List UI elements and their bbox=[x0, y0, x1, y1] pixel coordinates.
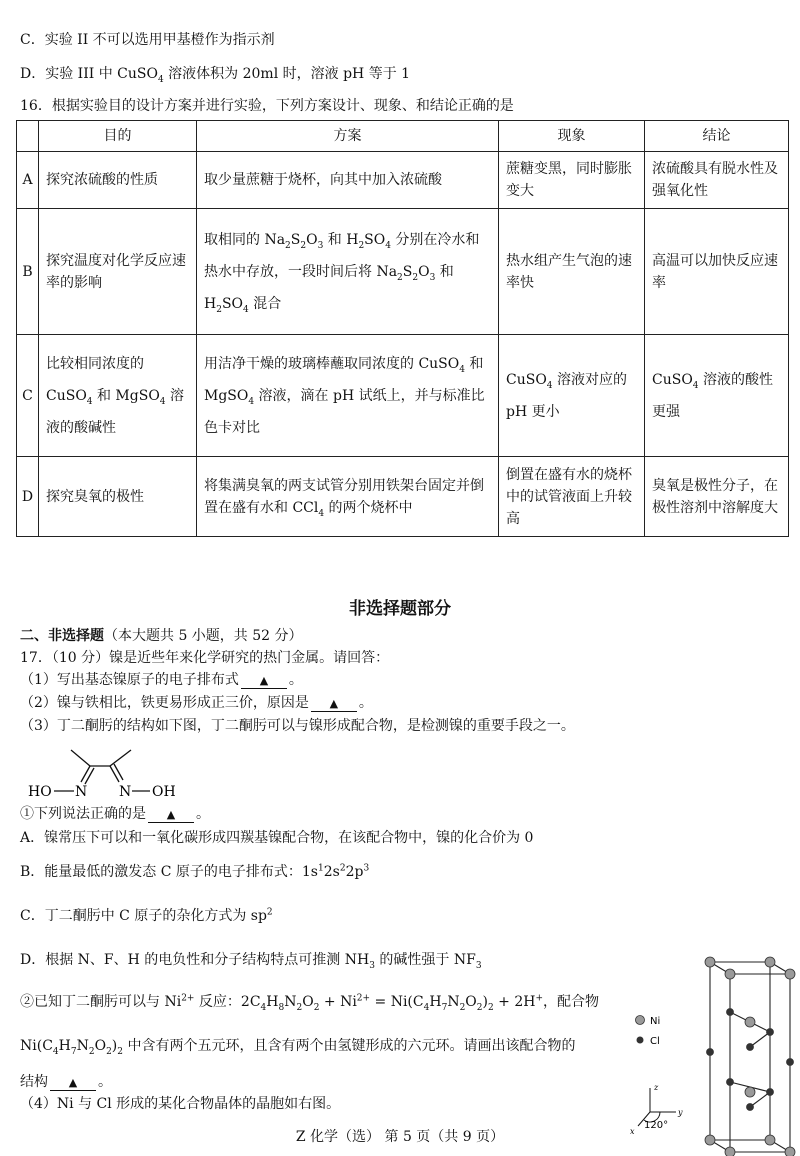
unit-cell-frame bbox=[710, 962, 790, 1152]
header-label bbox=[17, 121, 39, 152]
option-a: A．镍常压下可以和一氧化碳形成四羰基镍配合物，在该配合物中，镍的化合价为 0 bbox=[20, 830, 534, 846]
option-c: C．实验 II 不可以选用甲基橙作为指示剂 bbox=[20, 32, 275, 48]
question-16-table bbox=[16, 120, 789, 537]
option-d: D．实验 III 中 CuSO$_4$ 溶液体积为 20ml 时，溶液 pH 等于 1 bbox=[20, 66, 411, 85]
table-row bbox=[17, 152, 789, 209]
question-17-sub1: ①下列说法正确的是 ▲ 。 bbox=[20, 806, 210, 822]
row-b-purpose: 探究温度对化学反应速率的影响 bbox=[39, 209, 197, 335]
table-row bbox=[17, 457, 789, 537]
ni-legend-icon bbox=[636, 1016, 645, 1025]
ni-legend-label: Ni bbox=[650, 1016, 661, 1027]
part2-heading: 二、非选择题（本大题共 5 小题，共 52 分） bbox=[20, 628, 303, 644]
question-17-part1: （1）写出基态镍原子的电子排布式 ▲ 。 bbox=[20, 672, 303, 688]
row-label-d: D bbox=[17, 457, 39, 537]
row-c-phenomenon: CuSO$_4$ 溶液对应的 pH 更小 bbox=[499, 335, 645, 457]
row-b-plan: 取相同的 $Na_2S_2O_3$ 和 $H_2SO_4$ 分别在冷水和热水中存放，一段时间后将 $Na_2S_2O_3$ 和 $H_2SO_4$ 混合 bbox=[197, 209, 499, 335]
row-b-phenomenon: 热水组产生气泡的速率快 bbox=[499, 209, 645, 335]
question-17-structure: 结构 ▲ 。 bbox=[20, 1074, 112, 1090]
row-label-c: C bbox=[17, 335, 39, 457]
row-a-phenomenon: 蔗糖变黑，同时膨胀变大 bbox=[499, 152, 645, 209]
option-b: B．能量最低的激发态 C 原子的电子排布式：$1s^12s^22p^3$ bbox=[20, 863, 370, 880]
question-16-stem: 16．根据实验目的设计方案并进行实验，下列方案设计、现象、和结论正确的是 bbox=[20, 98, 514, 114]
cl-legend-icon bbox=[637, 1037, 644, 1044]
cl-legend-label: Cl bbox=[650, 1036, 660, 1047]
row-a-plan: 取少量蔗糖于烧杯，向其中加入浓硫酸 bbox=[197, 152, 499, 209]
page-footer: Z 化学（选） 第 5 页（共 9 页） bbox=[295, 1129, 505, 1145]
question-17-part2: （2）镍与铁相比，铁更易形成正三价，原因是 ▲ 。 bbox=[20, 695, 373, 711]
row-d-conclusion: 臭氧是极性分子，在极性溶剂中溶解度大 bbox=[645, 457, 789, 537]
section-title: 非选择题部分 bbox=[349, 599, 451, 619]
row-label-a: A bbox=[17, 152, 39, 209]
axis-y-label: y bbox=[678, 1108, 683, 1117]
option-c2: C．丁二酮肟中 C 原子的杂化方式为 $sp^2$ bbox=[20, 907, 273, 924]
row-d-purpose: 探究臭氧的极性 bbox=[39, 457, 197, 537]
question-17-part4: （4）Ni 与 Cl 形成的某化合物晶体的晶胞如右图。 bbox=[20, 1096, 341, 1112]
table-header-row bbox=[17, 121, 789, 152]
question-17-complex: $Ni(C_4H_7N_2O_2)_2$ 中含有两个五元环，且含有两个由氢键形成的六元环。请画出该配合物的 bbox=[20, 1038, 576, 1057]
mol-label-oh: OH bbox=[152, 784, 176, 800]
question-17-stem: 17．（10 分）镍是近些年来化学研究的热门金属。请回答： bbox=[20, 650, 390, 666]
axis-x-label: x bbox=[630, 1127, 635, 1136]
option-d2: D．根据 N、F、H 的电负性和分子结构特点可推测 $NH_3$ 的碱性强于 $NF_3$ bbox=[20, 952, 482, 971]
table-row bbox=[17, 209, 789, 335]
row-b-conclusion: 高温可以加快反应速率 bbox=[645, 209, 789, 335]
header-conclusion: 结论 bbox=[645, 121, 789, 152]
axis-z-label: z bbox=[654, 1083, 659, 1092]
answer-blank[interactable]: ▲ bbox=[148, 808, 194, 823]
row-d-phenomenon: 倒置在盛有水的烧杯中的试管液面上升较高 bbox=[499, 457, 645, 537]
answer-blank[interactable]: ▲ bbox=[311, 697, 357, 712]
dimethylglyoxime-structure bbox=[24, 740, 204, 802]
row-a-conclusion: 浓硫酸具有脱水性及强氧化性 bbox=[645, 152, 789, 209]
row-a-purpose: 探究浓硫酸的性质 bbox=[39, 152, 197, 209]
row-c-conclusion: CuSO$_4$ 溶液的酸性更强 bbox=[645, 335, 789, 457]
header-phenomenon: 现象 bbox=[499, 121, 645, 152]
question-17-sub2: ②已知丁二酮肟可以与 $Ni^{2+}$ 反应：$2C_4H_8N_2O_2 + Ni^{2+} = Ni(C_4H_7N_2O_2)_2 + 2H^+$，配合物 bbox=[20, 993, 600, 1013]
row-c-purpose: 比较相同浓度的 CuSO$_4$ 和 MgSO$_4$ 溶液的酸碱性 bbox=[39, 335, 197, 457]
question-17-part3: （3）丁二酮肟的结构如下图，丁二酮肟可以与镍形成配合物，是检测镍的重要手段之一。 bbox=[20, 718, 575, 734]
row-c-plan: 用洁净干燥的玻璃棒蘸取同浓度的 CuSO$_4$ 和 MgSO$_4$ 溶液，滴在 pH 试纸上，并与标准比色卡对比 bbox=[197, 335, 499, 457]
mol-label-n-right: N bbox=[119, 784, 132, 800]
answer-blank[interactable]: ▲ bbox=[241, 674, 287, 689]
axis-angle-label: 120° bbox=[644, 1120, 669, 1131]
row-label-b: B bbox=[17, 209, 39, 335]
row-d-plan: 将集满臭氧的两支试管分别用铁架台固定并倒置在盛有水和 CCl$_4$ 的两个烧杯中 bbox=[197, 457, 499, 537]
header-plan: 方案 bbox=[197, 121, 499, 152]
header-purpose: 目的 bbox=[39, 121, 197, 152]
table-row bbox=[17, 335, 789, 457]
mol-label-ho: HO bbox=[28, 784, 52, 800]
answer-blank[interactable]: ▲ bbox=[50, 1076, 96, 1091]
mol-label-n-left: N bbox=[75, 784, 88, 800]
